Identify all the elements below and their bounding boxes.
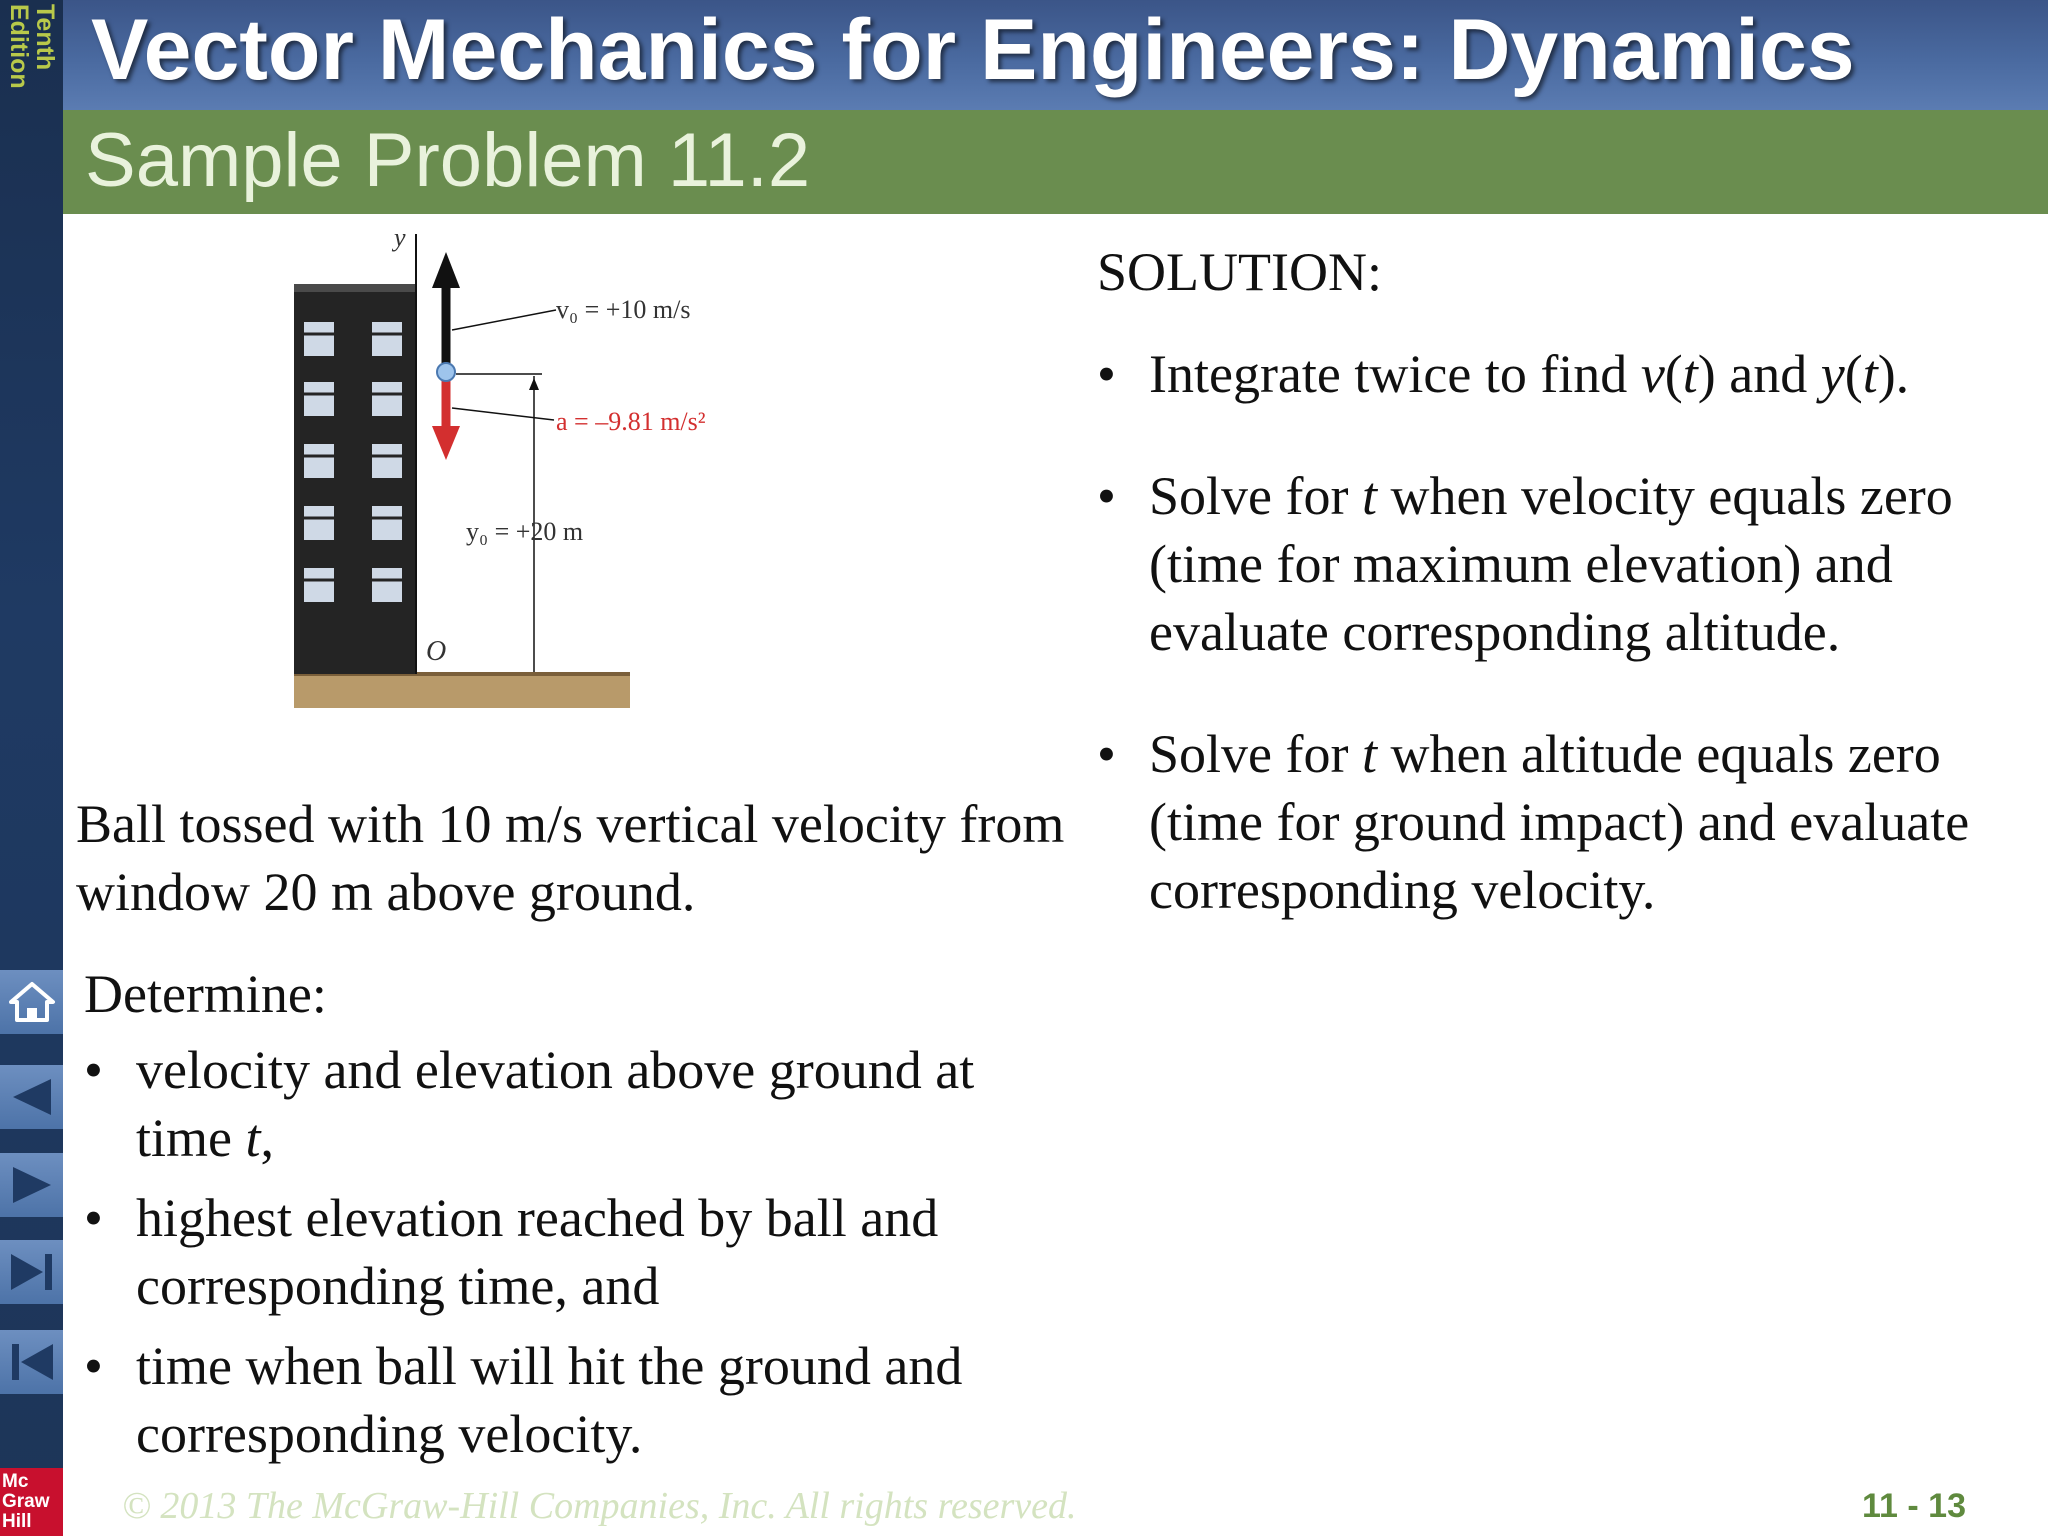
list-item: • time when ball will hit the ground and corresponding velocity. [84,1336,963,1464]
edition-line1: Tenth [31,4,59,71]
problem-figure [280,222,740,722]
subtitle-bar [63,110,2048,214]
previous-button[interactable] [0,1065,63,1129]
list-item: • Solve for t when velocity equals zero (time for maximum elevation) and evaluate corresponding altitude. [1097,466,1953,662]
problem-statement: Ball tossed with 10 m/s vertical velocity from window 20 m above ground. [76,794,1065,922]
edition-label [2,0,62,130]
last-slide-button[interactable] [0,1240,63,1304]
list-item: • Integrate twice to find v(t) and y(t). [1097,344,1910,404]
ground [294,672,630,708]
first-icon [7,1340,57,1384]
publisher-logo: Mc Graw Hill [0,1468,63,1536]
next-button[interactable] [0,1153,63,1217]
home-icon [7,980,57,1024]
ball [437,363,455,381]
slide-subtitle: Sample Problem 11.2 [85,118,811,203]
left-sidebar [0,0,63,1536]
next-icon [7,1163,57,1207]
previous-icon [7,1075,57,1119]
y-axis-label: y [394,223,406,252]
home-button[interactable] [0,970,63,1034]
origin-label: O [426,636,447,667]
first-slide-button[interactable] [0,1330,63,1394]
building-diagram [280,222,740,722]
solution-heading: SOLUTION: [1097,242,1382,302]
acceleration-label: a = –9.81 m/s² [556,407,706,436]
page-number: 11 - 13 [1862,1487,1966,1525]
determine-heading: Determine: [84,964,327,1024]
list-item: • velocity and elevation above ground at time t, [84,1040,975,1168]
determine-list [84,1036,1044,1480]
last-icon [7,1250,57,1294]
title-bar [63,0,2048,110]
list-item: • Solve for t when altitude equals zero (time for ground impact) and evaluate corresponding velocity. [1097,724,1970,920]
solution-list [1097,340,2037,978]
copyright-notice: © 2013 The McGraw-Hill Companies, Inc. All rights reserved. [122,1485,1077,1527]
edition-line2: Edition [5,4,33,89]
list-item: • highest elevation reached by ball and corresponding time, and [84,1188,939,1316]
page-title: Vector Mechanics for Engineers: Dynamics [91,2,1855,98]
v0-label: v₀ = +10 m/s [556,295,691,324]
y0-label: y₀ = +20 m [466,517,584,546]
